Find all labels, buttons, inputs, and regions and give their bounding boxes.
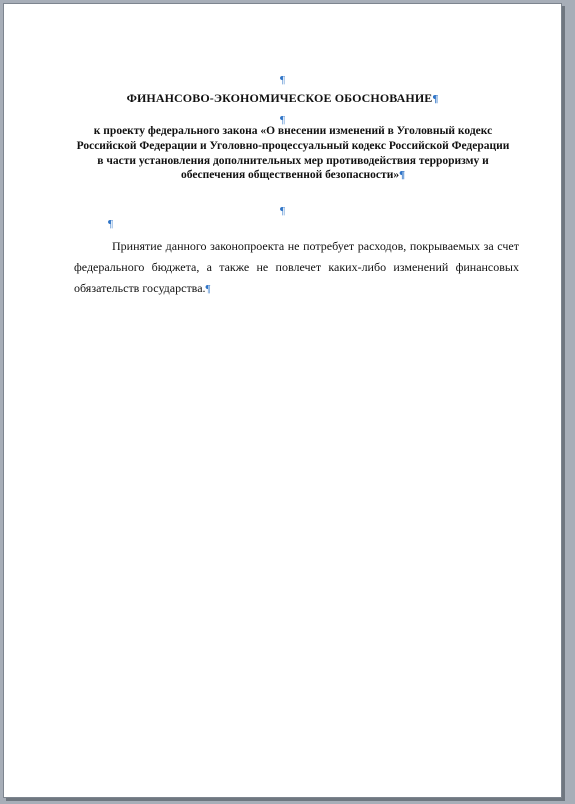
paragraph-mark: ¶ [399, 169, 406, 182]
paragraph-mark: ¶ [432, 93, 439, 105]
empty-paragraph-mark: ¶ [108, 218, 113, 230]
document-subtitle [75, 124, 511, 183]
document-title-text: ФИНАНСОВО-ЭКОНОМИЧЕСКОЕ ОБОСНОВАНИЕ [126, 91, 433, 105]
document-subtitle-text: к проекту федерального закона «О внесении изменений в Уголовный кодекс Российской Федерации и Уголовно-процессуальный кодекс Российской Федерации в части установления дополнительных мер противодействия терроризму и обеспечения общественной безопасности» [76, 125, 510, 182]
empty-paragraph-mark: ¶ [280, 74, 285, 86]
body-paragraph-text: Принятие данного законопроекта не потребует расходов, покрываемых за счет федерального бюджета, а также не повлечет каких-либо изменений финансовых обязательств государства. [74, 239, 519, 296]
empty-paragraph-mark: ¶ [280, 114, 285, 126]
document-title [4, 91, 561, 106]
document-page [3, 3, 562, 798]
empty-paragraph-mark: ¶ [280, 205, 285, 217]
paragraph-mark: ¶ [205, 283, 211, 296]
body-paragraph [74, 236, 519, 300]
